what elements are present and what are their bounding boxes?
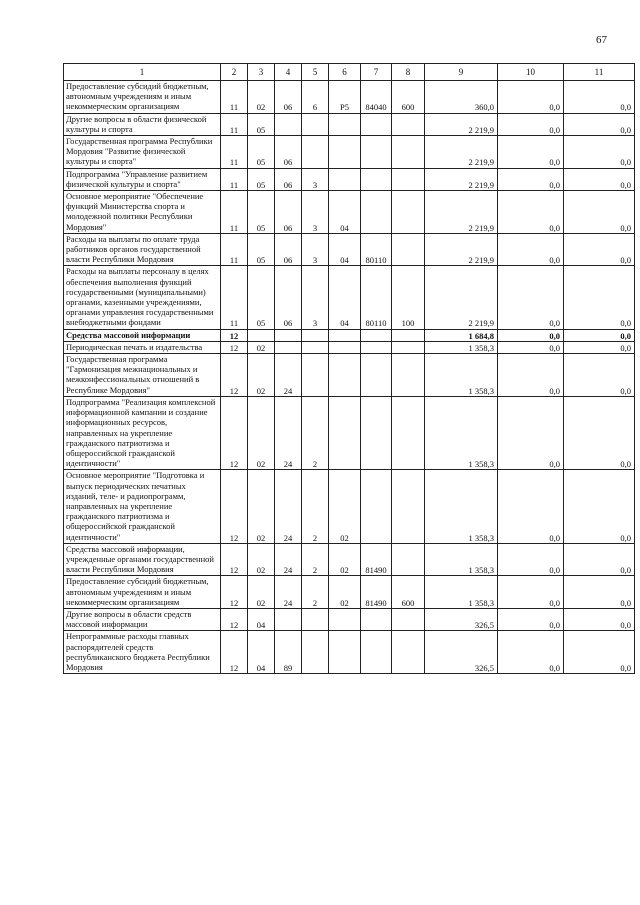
amount-col10: 0,0 [498, 329, 564, 341]
row-name: Предоставление субсидий бюджетным, автономным учреждениям и иным некоммерческим организациям [64, 81, 221, 114]
direction-code: 80110 [361, 266, 392, 329]
amount-col10: 0,0 [498, 396, 564, 469]
expense-type-code [392, 354, 425, 397]
subsection-code: 05 [248, 191, 275, 234]
table-row [64, 354, 635, 397]
expense-type-code [392, 329, 425, 341]
activity-code: 04 [329, 191, 361, 234]
amount-col11: 0,0 [564, 341, 635, 353]
program-code [275, 113, 302, 135]
amount-col10: 0,0 [498, 341, 564, 353]
row-name: Периодическая печать и издательства [64, 341, 221, 353]
table-row [64, 136, 635, 169]
subsection-code: 05 [248, 136, 275, 169]
program-code: 06 [275, 168, 302, 190]
subsection-code: 05 [248, 233, 275, 266]
amount-col11: 0,0 [564, 81, 635, 114]
direction-code [361, 191, 392, 234]
subprogram-code [302, 329, 329, 341]
amount-col10: 0,0 [498, 576, 564, 609]
subsection-code: 04 [248, 608, 275, 630]
activity-code: 02 [329, 470, 361, 543]
row-name: Средства массовой информации [64, 329, 221, 341]
subprogram-code [302, 631, 329, 674]
budget-table [63, 63, 635, 674]
amount-col10: 0,0 [498, 631, 564, 674]
section-code: 11 [221, 136, 248, 169]
direction-code [361, 136, 392, 169]
amount: 2 219,9 [425, 168, 498, 190]
row-name: Непрограммные расходы главных распорядителей средств республиканского бюджета Республики Мордовия [64, 631, 221, 674]
amount-col11: 0,0 [564, 470, 635, 543]
direction-code: 81490 [361, 576, 392, 609]
direction-code [361, 608, 392, 630]
amount-col10: 0,0 [498, 233, 564, 266]
subsection-code: 02 [248, 470, 275, 543]
program-code [275, 341, 302, 353]
table-row [64, 266, 635, 329]
subsection-code: 02 [248, 354, 275, 397]
column-header-2: 2 [221, 64, 248, 81]
amount: 2 219,9 [425, 136, 498, 169]
amount: 1 358,3 [425, 396, 498, 469]
program-code: 06 [275, 233, 302, 266]
subsection-code [248, 329, 275, 341]
program-code: 89 [275, 631, 302, 674]
subprogram-code: 3 [302, 191, 329, 234]
direction-code: 84040 [361, 81, 392, 114]
direction-code: 81490 [361, 543, 392, 576]
section-code: 11 [221, 191, 248, 234]
amount-col10: 0,0 [498, 168, 564, 190]
amount-col11: 0,0 [564, 354, 635, 397]
amount: 2 219,9 [425, 233, 498, 266]
subprogram-code: 3 [302, 168, 329, 190]
expense-type-code [392, 631, 425, 674]
activity-code [329, 354, 361, 397]
program-code: 24 [275, 396, 302, 469]
section-code: 12 [221, 470, 248, 543]
column-header-6: 6 [329, 64, 361, 81]
direction-code [361, 341, 392, 353]
section-code: 12 [221, 341, 248, 353]
amount: 326,5 [425, 608, 498, 630]
subprogram-code: 2 [302, 543, 329, 576]
subsection-code: 05 [248, 168, 275, 190]
program-code: 06 [275, 81, 302, 114]
activity-code: 04 [329, 233, 361, 266]
amount-col10: 0,0 [498, 81, 564, 114]
activity-code [329, 631, 361, 674]
section-code: 11 [221, 233, 248, 266]
subprogram-code: 2 [302, 470, 329, 543]
section-code: 11 [221, 168, 248, 190]
amount: 2 219,9 [425, 266, 498, 329]
expense-type-code [392, 396, 425, 469]
subprogram-code: 2 [302, 396, 329, 469]
row-name: Основное мероприятие "Обеспечение функций Министерства спорта и молодежной политики Республики Мордовия" [64, 191, 221, 234]
activity-code [329, 396, 361, 469]
amount: 1 358,3 [425, 543, 498, 576]
subprogram-code: 2 [302, 576, 329, 609]
subsection-code: 02 [248, 543, 275, 576]
expense-type-code [392, 470, 425, 543]
amount-col11: 0,0 [564, 266, 635, 329]
amount-col10: 0,0 [498, 113, 564, 135]
amount-col10: 0,0 [498, 543, 564, 576]
direction-code: 80110 [361, 233, 392, 266]
direction-code [361, 168, 392, 190]
activity-code [329, 113, 361, 135]
subsection-code: 05 [248, 266, 275, 329]
table-row [64, 341, 635, 353]
expense-type-code: 100 [392, 266, 425, 329]
direction-code [361, 396, 392, 469]
program-code: 24 [275, 470, 302, 543]
subprogram-code: 3 [302, 266, 329, 329]
subsection-code: 04 [248, 631, 275, 674]
table-row [64, 81, 635, 114]
expense-type-code [392, 136, 425, 169]
row-name: Расходы на выплаты персоналу в целях обеспечения выполнения функций государственными (муниципальными) органами, казенными учреждениями, органами управления государственными внебюджетными фондами [64, 266, 221, 329]
subsection-code: 02 [248, 81, 275, 114]
program-code: 06 [275, 266, 302, 329]
subsection-code: 05 [248, 113, 275, 135]
subsection-code: 02 [248, 396, 275, 469]
table-row [64, 329, 635, 341]
row-name: Предоставление субсидий бюджетным, автономным учреждениям и иным некоммерческим организациям [64, 576, 221, 609]
table-header-row [64, 64, 635, 81]
program-code: 24 [275, 543, 302, 576]
program-code [275, 608, 302, 630]
subprogram-code [302, 136, 329, 169]
section-code: 11 [221, 81, 248, 114]
subsection-code: 02 [248, 576, 275, 609]
column-header-3: 3 [248, 64, 275, 81]
table-row [64, 168, 635, 190]
expense-type-code [392, 608, 425, 630]
table-row [64, 631, 635, 674]
amount-col10: 0,0 [498, 608, 564, 630]
expense-type-code [392, 168, 425, 190]
expense-type-code [392, 191, 425, 234]
subprogram-code [302, 341, 329, 353]
column-header-7: 7 [361, 64, 392, 81]
program-code: 24 [275, 576, 302, 609]
amount: 1 684,8 [425, 329, 498, 341]
amount-col11: 0,0 [564, 329, 635, 341]
activity-code: 02 [329, 543, 361, 576]
activity-code [329, 168, 361, 190]
amount-col10: 0,0 [498, 354, 564, 397]
row-name: Средства массовой информации, учрежденные органами государственной власти Республики Мордовия [64, 543, 221, 576]
row-name: Государственная программа "Гармонизация межнациональных и межконфессиональных отношений в Республике Мордовия" [64, 354, 221, 397]
amount: 2 219,9 [425, 113, 498, 135]
section-code: 11 [221, 266, 248, 329]
column-header-4: 4 [275, 64, 302, 81]
amount: 1 358,3 [425, 576, 498, 609]
activity-code [329, 136, 361, 169]
amount-col10: 0,0 [498, 266, 564, 329]
subprogram-code: 3 [302, 233, 329, 266]
row-name: Другие вопросы в области средств массовой информации [64, 608, 221, 630]
row-name: Государственная программа Республики Мордовия "Развитие физической культуры и спорта" [64, 136, 221, 169]
page-number: 67 [596, 34, 607, 46]
row-name: Подпрограмма "Управление развитием физической культуры и спорта" [64, 168, 221, 190]
column-header-8: 8 [392, 64, 425, 81]
column-header-11: 11 [564, 64, 635, 81]
expense-type-code [392, 113, 425, 135]
program-code: 24 [275, 354, 302, 397]
amount-col11: 0,0 [564, 168, 635, 190]
amount: 1 358,3 [425, 341, 498, 353]
amount-col11: 0,0 [564, 136, 635, 169]
amount: 1 358,3 [425, 470, 498, 543]
column-header-9: 9 [425, 64, 498, 81]
section-code: 12 [221, 354, 248, 397]
column-header-10: 10 [498, 64, 564, 81]
amount-col11: 0,0 [564, 543, 635, 576]
amount-col11: 0,0 [564, 608, 635, 630]
section-code: 12 [221, 576, 248, 609]
subsection-code: 02 [248, 341, 275, 353]
direction-code [361, 470, 392, 543]
direction-code [361, 113, 392, 135]
activity-code: P5 [329, 81, 361, 114]
program-code: 06 [275, 136, 302, 169]
amount-col10: 0,0 [498, 470, 564, 543]
column-header-5: 5 [302, 64, 329, 81]
section-code: 12 [221, 608, 248, 630]
table-row [64, 396, 635, 469]
subprogram-code [302, 608, 329, 630]
expense-type-code [392, 543, 425, 576]
amount-col11: 0,0 [564, 191, 635, 234]
table-row [64, 543, 635, 576]
amount-col10: 0,0 [498, 191, 564, 234]
subprogram-code: 6 [302, 81, 329, 114]
table-row [64, 608, 635, 630]
table-row [64, 233, 635, 266]
amount-col10: 0,0 [498, 136, 564, 169]
expense-type-code [392, 341, 425, 353]
section-code: 12 [221, 631, 248, 674]
amount-col11: 0,0 [564, 396, 635, 469]
table-body [64, 81, 635, 674]
expense-type-code [392, 233, 425, 266]
section-code: 11 [221, 113, 248, 135]
amount: 326,5 [425, 631, 498, 674]
activity-code [329, 329, 361, 341]
program-code [275, 329, 302, 341]
expense-type-code: 600 [392, 576, 425, 609]
activity-code [329, 608, 361, 630]
amount-col11: 0,0 [564, 631, 635, 674]
subprogram-code [302, 113, 329, 135]
expense-type-code: 600 [392, 81, 425, 114]
column-header-1: 1 [64, 64, 221, 81]
table-row [64, 576, 635, 609]
direction-code [361, 631, 392, 674]
row-name: Другие вопросы в области физической культуры и спорта [64, 113, 221, 135]
section-code: 12 [221, 543, 248, 576]
amount-col11: 0,0 [564, 113, 635, 135]
activity-code: 02 [329, 576, 361, 609]
table-row [64, 191, 635, 234]
activity-code: 04 [329, 266, 361, 329]
row-name: Основное мероприятие "Подготовка и выпуск периодических печатных изданий, теле- и радиопрограмм, направленных на укрепление гражданского патриотизма и общероссийской гражданской идентичности" [64, 470, 221, 543]
table-row [64, 113, 635, 135]
direction-code [361, 329, 392, 341]
direction-code [361, 354, 392, 397]
table-row [64, 470, 635, 543]
section-code: 12 [221, 396, 248, 469]
amount: 360,0 [425, 81, 498, 114]
amount-col11: 0,0 [564, 233, 635, 266]
amount-col11: 0,0 [564, 576, 635, 609]
section-code: 12 [221, 329, 248, 341]
program-code: 06 [275, 191, 302, 234]
amount: 2 219,9 [425, 191, 498, 234]
activity-code [329, 341, 361, 353]
row-name: Расходы на выплаты по оплате труда работников органов государственной власти Республики Мордовия [64, 233, 221, 266]
row-name: Подпрограмма "Реализация комплексной информационной кампании и создание информационных ресурсов, направленных на укрепление гражданского патриотизма и общероссийской гражданской идентичности" [64, 396, 221, 469]
amount: 1 358,3 [425, 354, 498, 397]
subprogram-code [302, 354, 329, 397]
